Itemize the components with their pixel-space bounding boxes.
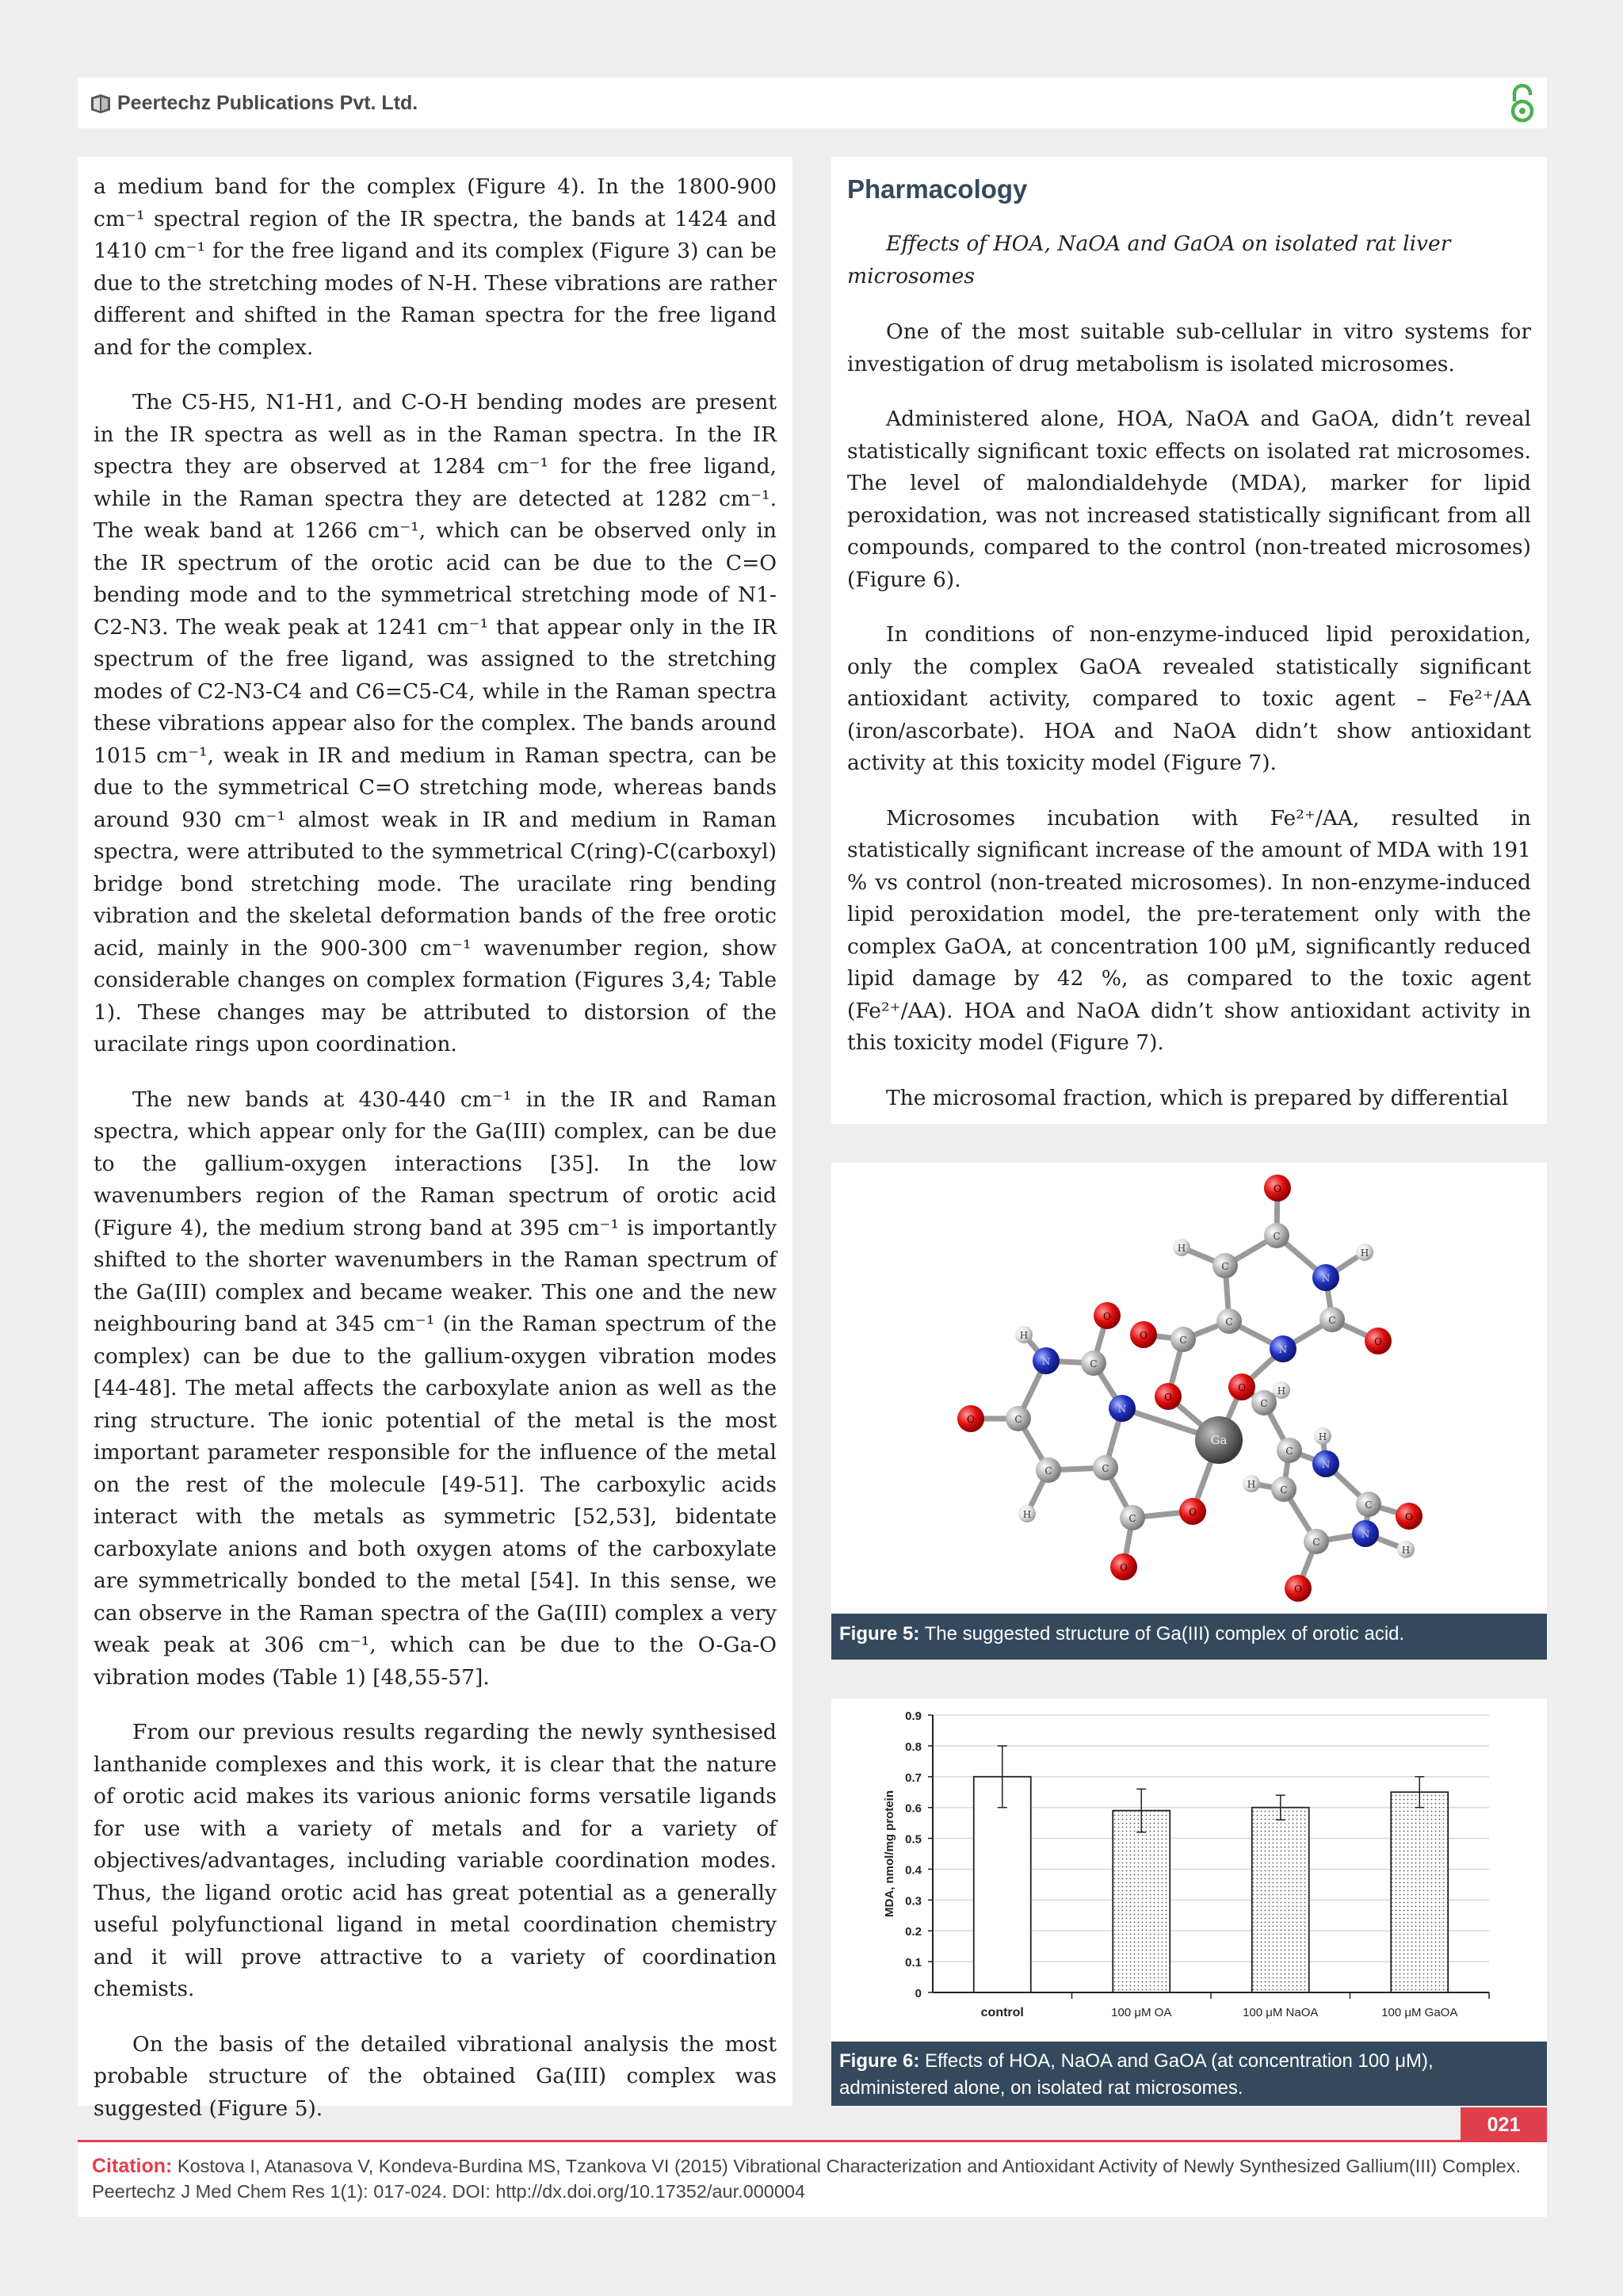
figure-5-molecule [831,1163,1547,1660]
bar [1391,1792,1448,1992]
atom-label: H [1019,1330,1029,1341]
y-tick-label: 0.4 [905,1863,922,1878]
atom-label: H [1318,1431,1327,1442]
body-paragraph: The C5-H5, N1-H1, and C-O-H bending modes are present in the IR spectra as well as in the Raman spectra. In the IR spectra they are observed at 1284 cm⁻¹ for the free ligand, while in the Raman spectra they are detected at 1282 cm⁻¹. The weak band at 1266 cm⁻¹, which can be observed only in the IR spectrum of the orotic acid can be due to the C=O bending mode and to the symmetrical stretching mode of N1-C2-N3. The weak peak at 1241 cm⁻¹ that appear only in the IR spectrum of the free ligand, was assigned to the stretching modes of C2-N3-C4 and C6=C5-C4, while in the Raman spectra these vibrations appear also for the complex. The bands around 1015 cm⁻¹, weak in IR and medium in Raman spectra, can be due to the symmetrical C=O stretching mode, whereas bands around 930 cm⁻¹ almost weak in IR and medium in Raman spectra, were attributed to the symmetrical C(ring)-C(carboxyl) bridge bond stretching mode. The uracilate ring bending vibration and the skeletal deformation bands of the free orotic acid, mainly in the 900-300 cm⁻¹ wavenumber region, show considerable changes on complex formation (Figures 3,4; Table 1). These changes may be attributed to distorsion of the uracilate rings upon coordination. [94,390,777,1056]
atom-label: H [1277,1385,1286,1396]
y-tick-label: 0 [915,1987,922,2000]
atom-label: H [1401,1545,1411,1556]
figure-6-caption-text: Effects of HOA, NaOA and GaOA (at concentration 100 μM), administered alone, on isolated rat microsomes. [839,2050,1434,2099]
figure-5-label: Figure 5: [839,1623,920,1645]
open-access-icon [1507,84,1537,124]
body-paragraph: In conditions of non-enzyme-induced lipid peroxidation, only the complex GaOA revealed statistically significant antioxidant activity, compared to toxic agent – Fe²⁺/AA (iron/ascorbate). HOA and NaOA didn’t show antioxidant activity at this toxicity model (Figure 7). [847,622,1531,775]
bar [974,1777,1031,1992]
atom-label: C [1260,1398,1268,1409]
atom-label: C [1014,1414,1022,1425]
atom-label: C [1044,1465,1052,1477]
y-tick-label: 0.9 [905,1710,922,1723]
citation-label: Citation: [92,2155,173,2177]
page-number: 021 [1461,2107,1547,2142]
x-tick-label: control [980,2006,1024,2019]
y-tick-label: 0.7 [905,1771,922,1785]
atom-label: H [1247,1479,1256,1490]
atom-label: H [1177,1243,1186,1254]
body-paragraph: The new bands at 430-440 cm⁻¹ in the IR and Raman spectra, which appear only for the Ga(III) complex, can be due to the gallium-oxygen interactions [35]. In the low wavenumbers region of the Raman spectrum of orotic acid (Figure 4), the medium strong band at 395 cm⁻¹ is importantly shifted to the shorter wavenumbers in the Raman spectrum of the Ga(III) complex and became weaker. This one and the new neighbouring band at 345 cm⁻¹ (in the Raman spectrum of the complex) can be due to the gallium-oxygen vibration modes [44-48]. The metal affects the carboxylate anion as well as the ring structure. The ionic potential of the metal is the most important parameter responsible for the influence of the metal on the rest of the molecule [49-51]. The carboxylic acids interact with the metals as symmetric [52,53], bidentate carboxylate anions and both oxygen atoms of the carboxylate are symmetrically bonded to the metal [54]. In this sense, we can observe in the Raman spectra of the Ga(III) complex a very weak peak at 306 cm⁻¹, which can be due to the O-Ga-O vibration modes (Table 1) [48,55-57]. [94,1087,777,1690]
body-paragraph: The microsomal fraction, which is prepared by differential [886,1085,1509,1110]
atom-label: O [1140,1330,1148,1341]
y-axis-label: MDA, nmol/mg protein [883,1790,896,1917]
atom-label: C [1128,1513,1136,1524]
atom-label: O [1294,1584,1302,1595]
body-paragraph: a medium band for the complex (Figure 4). In the 1800-900 cm⁻¹ spectral region of the IR spectra, the bands at 1424 and 1410 cm⁻¹ for the free ligand and its complex (Figure 3) can be due to the stretching modes of N-H. These vibrations are rather different and shifted in the Raman spectra for the free ligand and for the complex. [94,174,777,360]
bar [1113,1811,1170,1992]
atom-label: C [1285,1446,1293,1457]
journal-header [78,78,1547,128]
citation-text: Kostova I, Atanasova V, Kondeva-Burdina MS, Tzankova VI (2015) Vibrational Characterization and Antioxidant Activity of Newly Synthesized Gallium(III) Complex. Peertechz J Med Chem Res 1(1): 017-024. DOI: http://dx.doi.org/10.17352/aur.000004 [92,2156,1521,2202]
atom-label: C [1280,1484,1288,1496]
book-icon [89,91,113,115]
atom-label: C [1221,1261,1229,1272]
x-tick-label: 100 μM OA [1111,2006,1172,2019]
y-tick-label: 0.3 [905,1894,922,1908]
y-tick-label: 0.8 [905,1740,922,1754]
atom-label: N [1041,1356,1051,1367]
atom-label: O [1164,1392,1172,1403]
atom-label: N [1117,1404,1127,1415]
atom-label: N [1321,1273,1331,1284]
figure-5-caption [831,1614,1547,1660]
y-tick-label: 0.5 [905,1832,922,1847]
right-text-column [831,157,1547,1124]
publisher-name: Peertechz Publications Pvt. Ltd. [117,91,418,114]
atom-label: H [1022,1509,1032,1520]
atom-label: O [1374,1336,1382,1347]
atom-label: C [1225,1316,1233,1328]
subsection-heading: Effects of HOA, NaOA and GaOA on isolated rat liver microsomes [847,231,1451,288]
atom-label: O [1405,1511,1413,1522]
atom-label: N [1278,1344,1288,1355]
atom-label: O [1274,1183,1281,1194]
atom-label: O [1120,1562,1128,1573]
bar-chart [831,1698,1547,2041]
atom-label: H [1360,1247,1369,1259]
body-paragraph: From our previous results regarding the newly synthesised lanthanide complexes and this work, it is clear that the nature of orotic acid makes its various anionic forms versatile ligands for use with a variety of metals and for a variety of objectives/advantages, including variable coordination modes. Thus, the ligand orotic acid has great potential as a generally useful polyfunctional ligand in metal coordination chemistry and it will prove attractive to a variety of coordination chemists. [94,1720,777,2001]
section-title: Pharmacology [847,174,1028,204]
atom-label: O [1103,1311,1111,1322]
figure-6-label: Figure 6: [839,2050,920,2072]
bar [1252,1808,1309,1992]
atom-label: C [1365,1499,1373,1511]
atom-label: O [1189,1507,1197,1518]
atom-label: C [1312,1537,1320,1548]
x-tick-label: 100 μM NaOA [1243,2006,1319,2019]
atom-label: C [1273,1231,1281,1242]
atom-label: N [1321,1459,1331,1470]
body-paragraph: Administered alone, HOA, NaOA and GaOA, didn’t reveal statistically significant toxic effects on isolated rat microsomes. The level of malondialdehyde (MDA), marker for lipid peroxidation, was not increased statistically significant from all compounds, compared to the control (non-treated microsomes) (Figure 6). [847,407,1531,592]
body-paragraph: One of the most suitable sub-cellular in vitro systems for investigation of drug metabolism is isolated microsomes. [847,319,1531,376]
x-tick-label: 100 μM GaOA [1381,2006,1458,2019]
citation-block [78,2142,1547,2217]
atom-label: O [1238,1382,1246,1393]
y-tick-label: 0.6 [905,1801,922,1816]
body-paragraph: On the basis of the detailed vibrational analysis the most probable structure of the obtained Ga(III) complex was suggested (Figure 5). [94,2031,777,2121]
figure-6-caption [831,2042,1547,2106]
atom-label: C [1090,1358,1098,1370]
atom-label: C [1102,1463,1109,1474]
y-tick-label: 0.2 [905,1925,922,1939]
figure-6-chart [831,1698,1547,2041]
molecule-diagram [831,1163,1547,1614]
atom-label: C [1179,1335,1187,1346]
atom-label: O [967,1414,975,1425]
atom-label: N [1361,1529,1370,1540]
figure-5-caption-text: The suggested structure of Ga(III) complex of orotic acid. [924,1623,1405,1645]
left-text-column [78,157,792,2121]
atom-label: Ga [1210,1433,1228,1447]
body-paragraph: Microsomes incubation with Fe²⁺/AA, resulted in statistically significant increase of the amount of MDA with 191 % vs control (non-treated microsomes). In non-enzyme-induced lipid peroxidation model, the pre-teratement only with the complex GaOA, at concentration 100 μM, significantly reduced lipid damage by 42 %, as compared to the toxic agent (Fe²⁺/AA). HOA and NaOA didn’t show antioxidant activity in this toxicity model (Figure 7). [847,805,1531,1055]
atom-label: C [1328,1315,1336,1326]
molecule-atoms [957,1175,1423,1602]
y-tick-label: 0.1 [905,1956,922,1970]
publisher-logo[interactable] [89,89,418,117]
